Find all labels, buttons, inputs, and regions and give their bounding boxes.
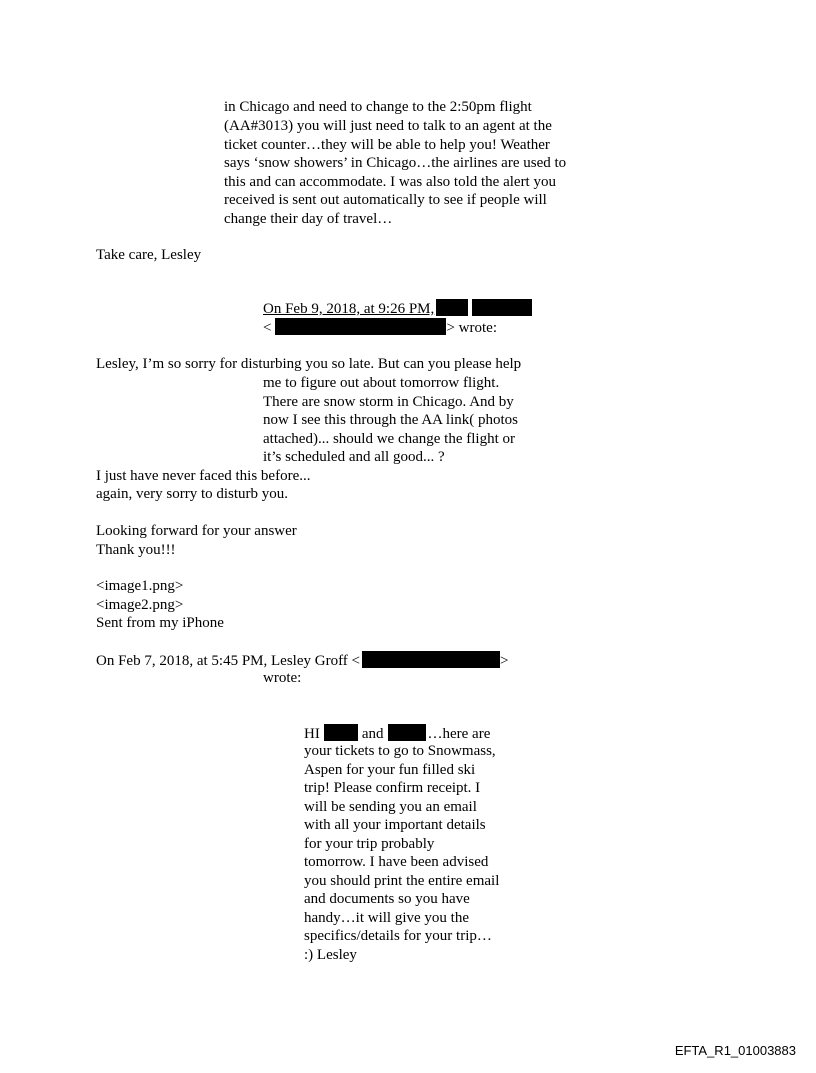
text-line: Thank you!!!: [96, 542, 176, 558]
signature: Sent from my iPhone: [96, 615, 224, 631]
text-line: handy…it will give you the: [304, 910, 469, 926]
text-line: trip! Please confirm receipt. I: [304, 780, 481, 796]
text-line: it’s scheduled and all good... ?: [263, 449, 445, 465]
attachment-placeholder: <image2.png>: [96, 597, 184, 613]
wrote-label: > wrote:: [446, 320, 497, 336]
bracket-open: <: [263, 320, 272, 336]
greeting-continuation: …here are: [427, 726, 491, 742]
signoff: Take care, Lesley: [96, 247, 202, 263]
text-line: Looking forward for your answer: [96, 523, 297, 539]
attachment-placeholder: <image1.png>: [96, 578, 184, 594]
text-line: change their day of travel…: [224, 211, 393, 227]
text-line: There are snow storm in Chicago. And by: [263, 394, 514, 410]
greeting: HI: [304, 726, 320, 742]
text-line: tomorrow. I have been advised: [304, 854, 489, 870]
text-line: (AA#3013) you will just need to talk to an agent at the: [224, 118, 552, 134]
redaction-block: [472, 299, 532, 316]
text-line: Aspen for your fun filled ski: [304, 762, 476, 778]
redaction-block: [275, 318, 446, 335]
signature: :) Lesley: [304, 947, 357, 963]
wrote-label: wrote:: [263, 670, 302, 686]
text-line: received is sent out automatically to see if people will: [224, 192, 547, 208]
email-header-date-text: On Feb 9, 2018, at 9:26 PM,: [263, 301, 435, 317]
text-line: this and can accommodate. I was also told the alert you: [224, 174, 556, 190]
text-line: in Chicago and need to change to the 2:50pm flight: [224, 99, 532, 115]
email-header-date: [96, 651, 508, 671]
text-line: Lesley, I’m so sorry for disturbing you so late. But can you please help: [96, 356, 522, 372]
email-header-date: [263, 299, 532, 319]
text-line: specifics/details for your trip…: [304, 928, 492, 944]
bracket-close: >: [500, 653, 509, 669]
redaction-block: [436, 299, 468, 316]
text-line: with all your important details: [304, 817, 486, 833]
text-line: ticket counter…they will be able to help you! Weather: [224, 137, 550, 153]
text-line: you should print the entire email: [304, 873, 500, 889]
redaction-block: [324, 724, 358, 741]
conjunction: and: [361, 726, 384, 742]
text-line: your tickets to go to Snowmass,: [304, 743, 496, 759]
text-line: me to figure out about tomorrow flight.: [263, 375, 500, 391]
text-line: and documents so you have: [304, 891, 470, 907]
email-header-date-text: On Feb 7, 2018, at 5:45 PM, Lesley Groff <: [96, 653, 360, 669]
document-id-footer: EFTA_R1_01003883: [674, 1043, 796, 1058]
redaction-block: [362, 651, 500, 668]
redaction-block: [388, 724, 426, 741]
text-line: attached)... should we change the flight or: [263, 431, 515, 447]
text-line: for your trip probably: [304, 836, 435, 852]
text-line: will be sending you an email: [304, 799, 477, 815]
email-header-sender: [263, 318, 497, 338]
text-line: I just have never faced this before...: [96, 468, 311, 484]
text-line: now I see this through the AA link( photos: [263, 412, 518, 428]
greeting-line: [304, 724, 490, 744]
text-line: says ‘snow showers’ in Chicago…the airlines are used to: [224, 155, 567, 171]
text-line: again, very sorry to disturb you.: [96, 486, 289, 502]
